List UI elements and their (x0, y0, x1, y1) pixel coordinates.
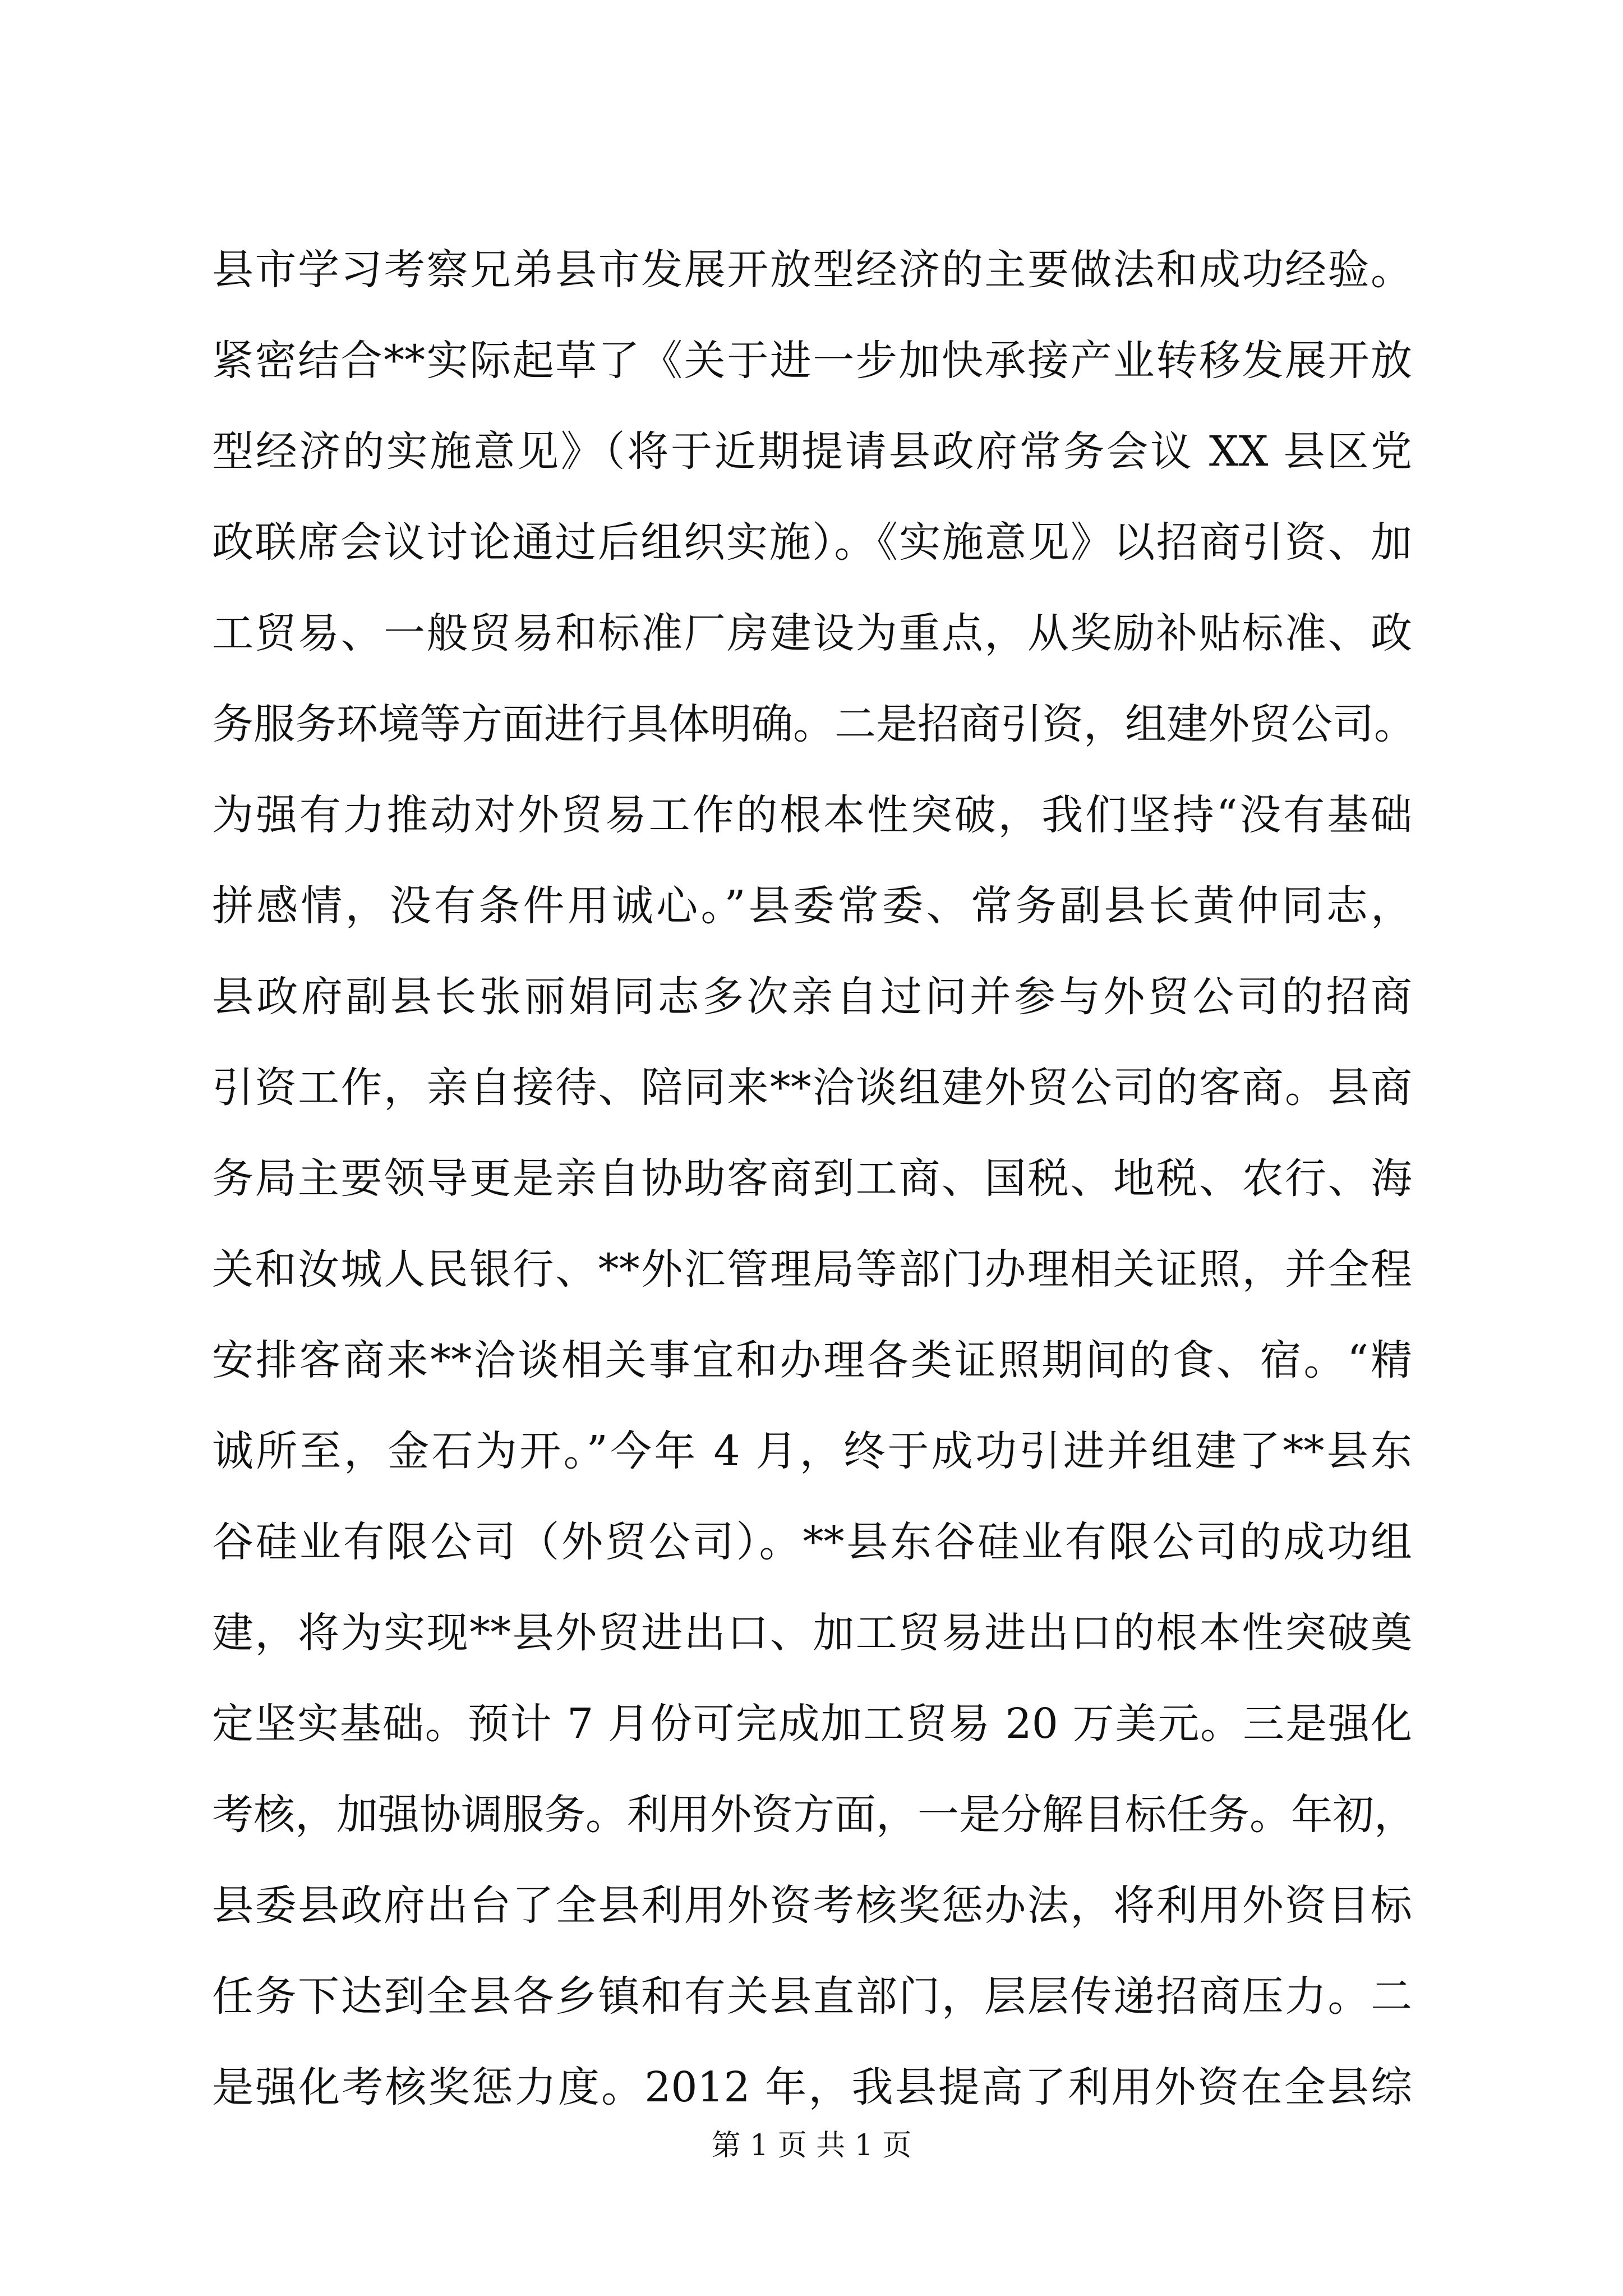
text-line: 诚所至，金石为开。”今年 4 月，终于成功引进并组建了**县东 (212, 1427, 1412, 1475)
text-line: 考核，加强协调服务。利用外资方面，一是分解目标任务。年初， (212, 1791, 1415, 1839)
text-line: 县委县政府出台了全县利用外资考核奖惩办法，将利用外资目标 (212, 1881, 1412, 1930)
text-line: 为强有力推动对外贸易工作的根本性突破，我们坚持“没有基础 (212, 791, 1412, 839)
text-line: 县市学习考察兄弟县市发展开放型经济的主要做法和成功经验。 (212, 246, 1412, 294)
text-line: 安排客商来**洽谈相关事宜和办理各类证照期间的食、宿。“精 (212, 1336, 1412, 1384)
text-line: 务服务环境等方面进行具体明确。二是招商引资，组建外贸公司。 (212, 700, 1415, 748)
text-line: 谷硅业有限公司（外贸公司）。**县东谷硅业有限公司的成功组 (212, 1518, 1412, 1566)
text-line: 任务下达到全县各乡镇和有关县直部门，层层传递招商压力。二 (212, 1972, 1412, 2021)
text-line: 引资工作，亲自接待、陪同来**洽谈组建外贸公司的客商。县商 (212, 1064, 1412, 1112)
text-line: 型经济的实施意见》（将于近期提请县政府常务会议 XX 县区党 (212, 427, 1412, 476)
text-line: 拼感情，没有条件用诚心。”县委常委、常务副县长黄仲同志， (212, 882, 1412, 930)
text-line: 建，将为实现**县外贸进出口、加工贸易进出口的根本性突破奠 (212, 1609, 1412, 1657)
page-number: 第 1 页 共 1 页 (711, 2129, 912, 2162)
text-line: 关和汝城人民银行、**外汇管理局等部门办理相关证照，并全程 (212, 1245, 1412, 1294)
text-line: 政联席会议讨论通过后组织实施）。《实施意见》以招商引资、加 (212, 518, 1412, 567)
text-line: 务局主要领导更是亲自协助客商到工商、国税、地税、农行、海 (212, 1154, 1412, 1203)
body-text (212, 224, 1415, 2133)
text-line: 县政府副县长张丽娟同志多次亲自过问并参与外贸公司的招商 (212, 973, 1412, 1021)
text-line: 工贸易、一般贸易和标准厂房建设为重点，从奖励补贴标准、政 (212, 609, 1412, 657)
page-footer (0, 2126, 1623, 2165)
text-line: 是强化考核奖惩力度。2012 年，我县提高了利用外资在全县综 (212, 2063, 1412, 2111)
text-line: 定坚实基础。预计 7 月份可完成加工贸易 20 万美元。三是强化 (212, 1700, 1412, 1748)
text-line: 紧密结合**实际起草了《关于进一步加快承接产业转移发展开放 (212, 337, 1412, 385)
